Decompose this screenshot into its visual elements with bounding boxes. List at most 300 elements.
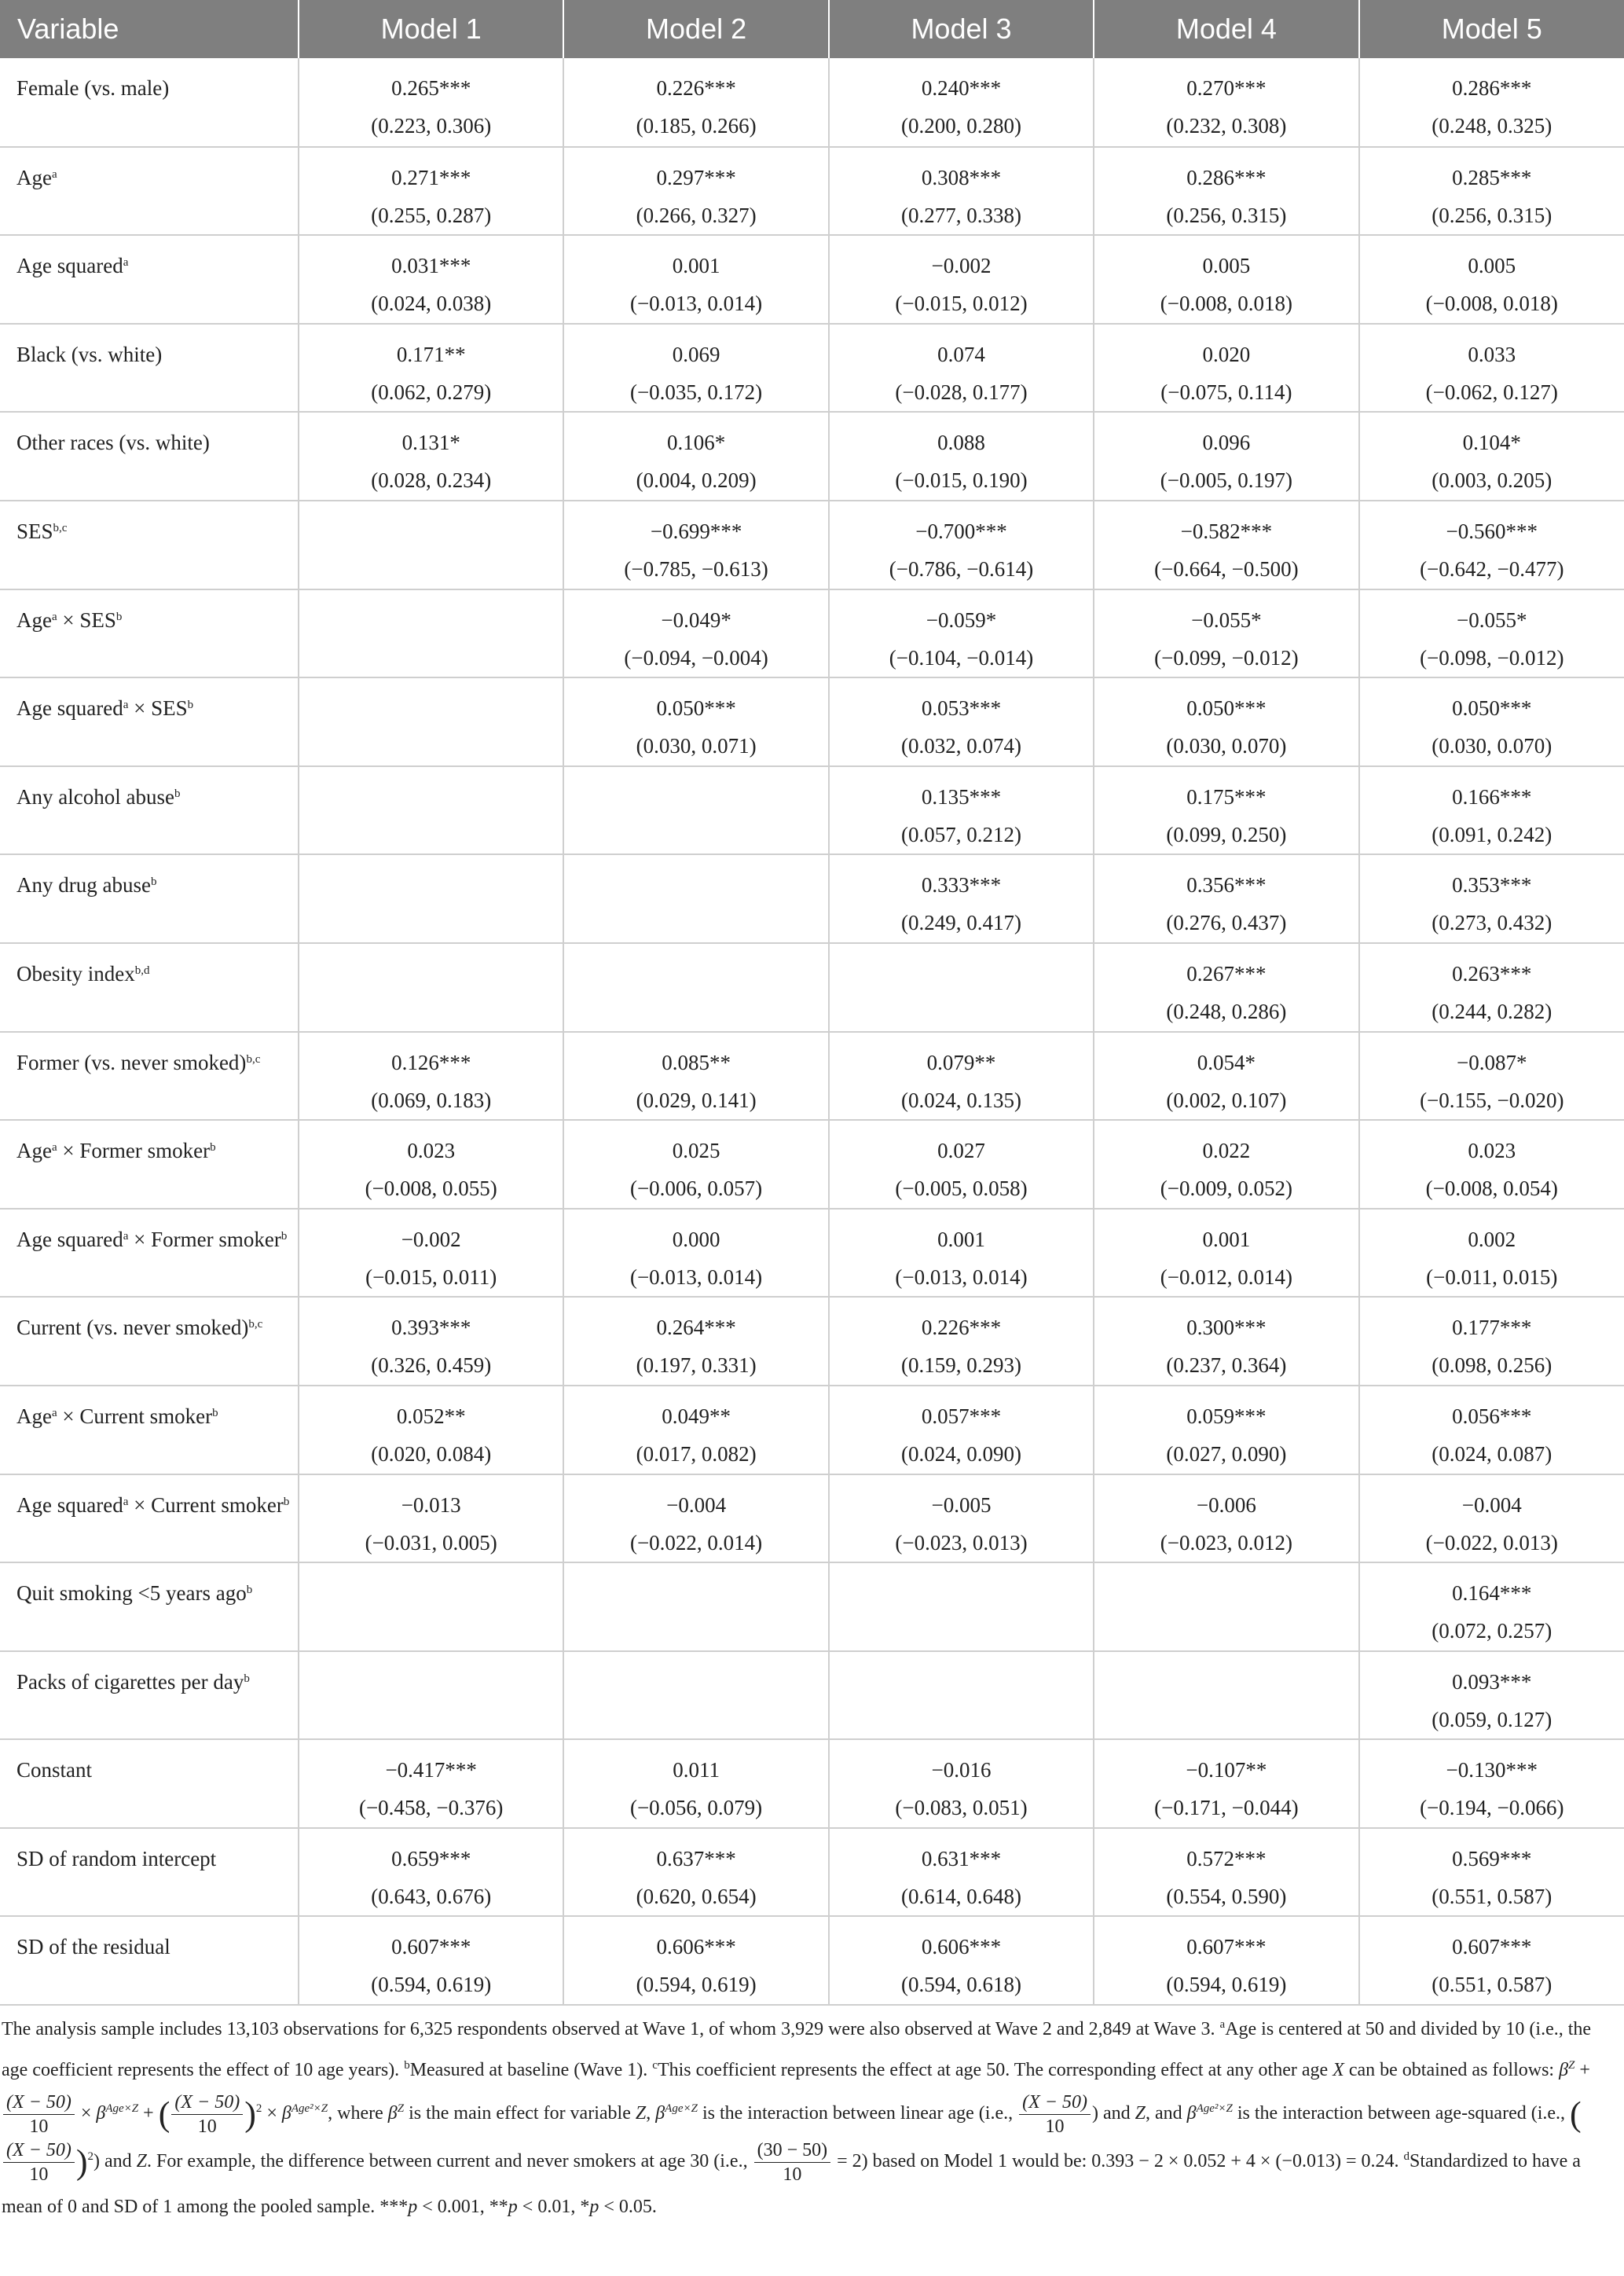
confidence-interval: (0.643, 0.676) — [371, 1884, 492, 1908]
coefficient-estimate: 0.393*** — [391, 1316, 471, 1340]
variable-label — [0, 1916, 299, 2005]
math-beta: β — [281, 2103, 291, 2124]
confidence-interval: (0.028, 0.234) — [371, 468, 492, 493]
model-5-cell — [1359, 1120, 1624, 1209]
coefficient-estimate: 0.267*** — [1186, 961, 1267, 986]
confidence-interval: (−0.031, 0.005) — [365, 1530, 497, 1555]
confidence-interval: (−0.099, −0.012) — [1154, 645, 1299, 670]
variable-footnote-mark: a — [123, 1229, 129, 1243]
coefficient-estimate: 0.023 — [407, 1139, 456, 1163]
fraction-denominator: 10 — [783, 2164, 802, 2185]
confidence-interval: (−0.094, −0.004) — [624, 645, 768, 670]
table-row — [0, 147, 1624, 236]
confidence-interval: (−0.022, 0.013) — [1425, 1530, 1558, 1555]
coefficient-estimate: 0.033 — [1468, 342, 1516, 366]
model-1-cell — [299, 1474, 563, 1563]
model-5-cell — [1359, 501, 1624, 589]
variable-label — [0, 1032, 299, 1121]
coefficient-estimate: 0.104* — [1462, 431, 1521, 455]
confidence-interval: (−0.056, 0.079) — [629, 1796, 763, 1820]
model-2-cell — [563, 854, 828, 943]
footnote-text: is the interaction between linear age (i.e., — [697, 2103, 1018, 2124]
fraction-numerator: (X − 50) — [171, 2091, 243, 2115]
model-5-cell — [1359, 324, 1624, 413]
table-row — [0, 1209, 1624, 1298]
coefficient-estimate: 0.353*** — [1452, 873, 1532, 898]
math-times: × — [75, 2103, 97, 2124]
math-x: X — [1333, 2060, 1344, 2080]
variable-label — [0, 501, 299, 589]
footnote-text: is the main effect for variable — [404, 2103, 636, 2124]
coefficient-estimate: 0.171** — [396, 342, 466, 366]
model-5-cell — [1359, 1562, 1624, 1651]
variable-footnote-mark: a — [51, 610, 57, 623]
variable-name: Age — [16, 1404, 52, 1428]
variable-label — [0, 1297, 299, 1386]
model-1-cell — [299, 1916, 563, 2005]
variable-label — [0, 1651, 299, 1740]
variable-label — [0, 58, 299, 147]
model-2-cell — [563, 1474, 828, 1563]
confidence-interval: (−0.015, 0.011) — [365, 1265, 497, 1289]
table-row — [0, 1828, 1624, 1917]
model-2-cell — [563, 1562, 828, 1651]
table-row — [0, 1651, 1624, 1740]
coefficient-estimate: 0.085** — [662, 1050, 731, 1074]
header-model-2: Model 2 — [563, 0, 828, 58]
model-2-cell — [563, 1916, 828, 2005]
variable-name: Black (vs. white) — [16, 342, 163, 366]
model-4-cell — [1094, 1120, 1358, 1209]
coefficient-estimate: −0.049* — [661, 608, 731, 632]
confidence-interval: (−0.008, 0.055) — [365, 1177, 497, 1201]
variable-name: Quit smoking <5 years ago — [16, 1581, 247, 1606]
variable-footnote-mark: a — [123, 1495, 129, 1508]
coefficient-estimate: 0.126*** — [391, 1050, 471, 1074]
coefficient-estimate: 0.285*** — [1452, 165, 1532, 189]
model-4-cell — [1094, 1386, 1358, 1474]
model-3-cell — [829, 1209, 1094, 1298]
model-3-cell — [829, 1386, 1094, 1474]
variable-footnote-mark: b,c — [53, 521, 68, 534]
math-age2z-sup: Age²×Z — [291, 2102, 328, 2116]
confidence-interval: (0.091, 0.242) — [1432, 822, 1553, 846]
confidence-interval: (−0.023, 0.012) — [1160, 1530, 1292, 1555]
confidence-interval: (−0.005, 0.197) — [1160, 468, 1292, 493]
confidence-interval: (0.551, 0.587) — [1432, 1884, 1553, 1908]
variable-footnote-mark: b,c — [248, 1318, 263, 1331]
coefficient-estimate: 0.308*** — [921, 165, 1002, 189]
confidence-interval: (0.024, 0.135) — [900, 1088, 1021, 1112]
variable-footnote-mark: b,c — [246, 1052, 261, 1066]
variable-label — [0, 324, 299, 413]
variable-footnote-mark: b — [210, 1141, 216, 1155]
model-2-cell — [563, 1032, 828, 1121]
model-1-cell — [299, 412, 563, 501]
coefficient-estimate: 0.027 — [937, 1139, 985, 1163]
model-4-cell — [1094, 1739, 1358, 1828]
math-square: 2 — [87, 2150, 93, 2164]
footnote-baseline-note: Measured at baseline (Wave 1). — [409, 2060, 653, 2080]
math-beta: β — [1186, 2103, 1197, 2124]
model-4-cell — [1094, 324, 1358, 413]
model-4-cell — [1094, 766, 1358, 855]
math-fraction — [3, 2138, 75, 2186]
coefficient-estimate: −0.700*** — [915, 519, 1007, 543]
coefficient-estimate: 0.226*** — [656, 76, 736, 100]
model-5-cell — [1359, 1828, 1624, 1917]
confidence-interval: (−0.008, 0.018) — [1160, 292, 1292, 316]
fraction-numerator: (X − 50) — [3, 2138, 75, 2163]
coefficient-estimate: 0.270*** — [1186, 76, 1267, 100]
confidence-interval: (0.030, 0.071) — [636, 734, 757, 758]
variable-name: Current (vs. never smoked) — [16, 1316, 249, 1340]
confidence-interval: (0.002, 0.107) — [1166, 1088, 1287, 1112]
variable-name: Packs of cigarettes per day — [16, 1669, 244, 1694]
model-2-cell — [563, 1297, 828, 1386]
coefficient-estimate: 0.002 — [1468, 1227, 1516, 1251]
model-4-cell — [1094, 1916, 1358, 2005]
confidence-interval: (−0.062, 0.127) — [1425, 380, 1558, 404]
confidence-interval: (0.024, 0.038) — [371, 292, 492, 316]
coefficient-estimate: 0.131* — [401, 431, 460, 455]
model-3-cell — [829, 235, 1094, 324]
confidence-interval: (0.030, 0.070) — [1432, 734, 1553, 758]
coefficient-estimate: −0.417*** — [385, 1758, 477, 1782]
coefficient-estimate: 0.023 — [1468, 1139, 1516, 1163]
model-3-cell — [829, 1297, 1094, 1386]
model-3-cell — [829, 147, 1094, 236]
model-4-cell — [1094, 1828, 1358, 1917]
math-fraction — [3, 2091, 75, 2138]
variable-label — [0, 412, 299, 501]
model-5-cell — [1359, 677, 1624, 766]
confidence-interval: (0.273, 0.432) — [1432, 911, 1553, 935]
table-row — [0, 943, 1624, 1032]
coefficient-estimate: 0.022 — [1202, 1139, 1251, 1163]
coefficient-estimate: 0.001 — [672, 254, 720, 278]
model-5-cell — [1359, 1032, 1624, 1121]
variable-name: Other races (vs. white) — [16, 431, 210, 455]
coefficient-estimate: 0.606*** — [921, 1935, 1002, 1959]
confidence-interval: (0.620, 0.654) — [636, 1884, 757, 1908]
confidence-interval: (0.277, 0.338) — [900, 203, 1021, 227]
coefficient-estimate: 0.240*** — [921, 76, 1002, 100]
model-3-cell — [829, 589, 1094, 678]
variable-footnote-mark: a — [51, 1406, 57, 1419]
confidence-interval: (0.248, 0.286) — [1166, 999, 1287, 1023]
variable-name: Age squared — [16, 1492, 123, 1517]
coefficient-estimate: 0.049** — [662, 1404, 731, 1428]
coefficient-estimate: 0.631*** — [921, 1846, 1002, 1870]
variable-name: Former (vs. never smoked) — [16, 1050, 247, 1074]
coefficient-estimate: 0.606*** — [656, 1935, 736, 1959]
footnote-text: Standardized to have a mean of 0 and SD of 1 among the pooled sample. *** — [2, 2151, 1581, 2217]
variable-label — [0, 1386, 299, 1474]
confidence-interval: (0.248, 0.325) — [1432, 114, 1553, 138]
fraction-denominator: 10 — [29, 2164, 49, 2185]
model-5-cell — [1359, 1297, 1624, 1386]
coefficient-estimate: −0.107** — [1186, 1758, 1267, 1782]
coefficient-estimate: 0.005 — [1202, 254, 1251, 278]
model-5-cell — [1359, 235, 1624, 324]
model-3-cell — [829, 854, 1094, 943]
footnote-text: is the interaction between age-squared (i.e., — [1232, 2103, 1571, 2124]
variable-name-interaction: × SES — [128, 696, 188, 721]
table-row — [0, 501, 1624, 589]
confidence-interval: (0.594, 0.618) — [900, 1973, 1021, 1997]
confidence-interval: (0.024, 0.087) — [1432, 1441, 1553, 1466]
model-5-cell — [1359, 854, 1624, 943]
coefficient-estimate: 0.263*** — [1452, 961, 1532, 986]
footnote-text: , — [646, 2103, 656, 2124]
coefficient-estimate: 0.637*** — [656, 1846, 736, 1870]
coefficient-estimate: 0.011 — [673, 1758, 720, 1782]
coefficient-estimate: 0.056*** — [1452, 1404, 1532, 1428]
model-3-cell — [829, 677, 1094, 766]
confidence-interval: (0.029, 0.141) — [636, 1088, 757, 1112]
coefficient-estimate: 0.025 — [672, 1139, 720, 1163]
coefficient-estimate: 0.031*** — [391, 254, 471, 278]
confidence-interval: (0.594, 0.619) — [1166, 1973, 1287, 1997]
header-variable: Variable — [0, 0, 299, 58]
coefficient-estimate: 0.001 — [1202, 1227, 1251, 1251]
variable-footnote-mark: a — [123, 256, 129, 270]
variable-name: Female (vs. male) — [16, 76, 170, 100]
coefficient-estimate: −0.016 — [931, 1758, 992, 1782]
coefficient-estimate: 0.297*** — [656, 165, 736, 189]
confidence-interval: (0.232, 0.308) — [1166, 114, 1287, 138]
model-2-cell — [563, 589, 828, 678]
variable-footnote-mark: b — [212, 1406, 218, 1419]
confidence-interval: (0.024, 0.090) — [900, 1441, 1021, 1466]
model-1-cell — [299, 1032, 563, 1121]
math-fraction — [754, 2138, 831, 2186]
coefficient-estimate: −0.087* — [1457, 1050, 1527, 1074]
coefficient-estimate: 0.226*** — [921, 1316, 1002, 1340]
variable-label — [0, 147, 299, 236]
confidence-interval: (0.223, 0.306) — [371, 114, 492, 138]
coefficient-estimate: −0.582*** — [1180, 519, 1273, 543]
fraction-denominator: 10 — [1045, 2116, 1065, 2137]
coefficient-estimate: 0.000 — [672, 1227, 720, 1251]
math-z-sup: Z — [1568, 2059, 1575, 2072]
math-beta: β — [387, 2103, 398, 2124]
header-model-1: Model 1 — [299, 0, 563, 58]
math-agez-sup: Age×Z — [665, 2102, 698, 2116]
variable-footnote-mark: b — [283, 1495, 290, 1508]
math-beta: β — [1559, 2060, 1569, 2080]
coefficient-estimate: 0.569*** — [1452, 1846, 1532, 1870]
variable-name: Constant — [16, 1758, 93, 1782]
variable-label — [0, 589, 299, 678]
model-5-cell — [1359, 1651, 1624, 1740]
coefficient-estimate: 0.286*** — [1186, 165, 1267, 189]
variable-label — [0, 1474, 299, 1563]
model-1-cell — [299, 1120, 563, 1209]
confidence-interval: (−0.028, 0.177) — [895, 380, 1028, 404]
coefficient-estimate: 0.079** — [926, 1050, 996, 1074]
model-5-cell — [1359, 943, 1624, 1032]
footnote-text: can be obtained as follows: — [1344, 2060, 1560, 2080]
coefficient-estimate: −0.055* — [1191, 608, 1262, 632]
fraction-denominator: 10 — [29, 2116, 49, 2137]
variable-footnote-mark: b — [246, 1584, 253, 1597]
model-3-cell — [829, 1916, 1094, 2005]
model-3-cell — [829, 412, 1094, 501]
table-row — [0, 589, 1624, 678]
variable-footnote-mark: b — [115, 610, 123, 623]
coefficient-estimate: 0.106* — [666, 431, 726, 455]
model-4-cell — [1094, 1297, 1358, 1386]
model-5-cell — [1359, 1474, 1624, 1563]
math-z: Z — [635, 2103, 647, 2124]
confidence-interval: (0.057, 0.212) — [900, 822, 1021, 846]
math-fraction — [1019, 2091, 1091, 2138]
footnote-age-note: Age is centered at 50 and divided by 10 (i.e., the age coefficient represents the effect of 10 age years). — [2, 2019, 1592, 2080]
variable-name: Age — [16, 608, 52, 632]
model-5-cell — [1359, 1209, 1624, 1298]
confidence-interval: (−0.015, 0.190) — [895, 468, 1028, 493]
confidence-interval: (0.098, 0.256) — [1432, 1353, 1553, 1378]
table-row — [0, 1386, 1624, 1474]
math-p: p — [508, 2197, 518, 2217]
model-3-cell — [829, 1828, 1094, 1917]
confidence-interval: (0.266, 0.327) — [636, 203, 757, 227]
model-5-cell — [1359, 1386, 1624, 1474]
table-row — [0, 324, 1624, 413]
coefficient-estimate: 0.356*** — [1186, 873, 1267, 898]
variable-name: Age — [16, 165, 52, 189]
model-2-cell — [563, 501, 828, 589]
fraction-numerator: (X − 50) — [3, 2091, 75, 2115]
confidence-interval: (0.244, 0.282) — [1432, 999, 1553, 1023]
coefficient-estimate: 0.572*** — [1186, 1846, 1267, 1870]
confidence-interval: (0.020, 0.084) — [371, 1441, 492, 1466]
model-1-cell — [299, 943, 563, 1032]
variable-name: Age — [16, 1139, 52, 1163]
confidence-interval: (−0.786, −0.614) — [889, 556, 1034, 581]
variable-footnote-mark: b — [174, 787, 181, 800]
coefficient-estimate: 0.607*** — [391, 1935, 471, 1959]
coefficient-estimate: 0.264*** — [656, 1316, 736, 1340]
math-plus: + — [1575, 2060, 1590, 2080]
coefficient-estimate: 0.271*** — [391, 165, 471, 189]
coefficient-estimate: 0.053*** — [921, 696, 1002, 721]
coefficient-estimate: 0.166*** — [1452, 784, 1532, 809]
confidence-interval: (−0.083, 0.051) — [895, 1796, 1028, 1820]
math-p: p — [408, 2197, 418, 2217]
model-4-cell — [1094, 943, 1358, 1032]
confidence-interval: (−0.785, −0.613) — [624, 556, 768, 581]
model-1-cell — [299, 235, 563, 324]
confidence-interval: (−0.458, −0.376) — [358, 1796, 504, 1820]
math-beta: β — [96, 2103, 106, 2124]
model-4-cell — [1094, 854, 1358, 943]
model-1-cell — [299, 1297, 563, 1386]
coefficient-estimate: −0.004 — [1461, 1492, 1522, 1517]
variable-footnote-mark: a — [51, 1141, 57, 1155]
model-2-cell — [563, 1209, 828, 1298]
confidence-interval: (0.069, 0.183) — [371, 1088, 492, 1112]
coefficient-estimate: 0.001 — [937, 1227, 985, 1251]
confidence-interval: (−0.104, −0.014) — [889, 645, 1034, 670]
confidence-interval: (0.185, 0.266) — [636, 114, 757, 138]
variable-footnote-mark: b — [150, 876, 157, 889]
model-1-cell — [299, 1209, 563, 1298]
math-square: 2 — [255, 2102, 262, 2116]
coefficient-estimate: −0.005 — [931, 1492, 992, 1517]
variable-name: SES — [16, 519, 53, 543]
math-agez-sup: Age×Z — [105, 2102, 139, 2116]
variable-label — [0, 766, 299, 855]
model-4-cell — [1094, 147, 1358, 236]
variable-footnote-mark: b — [187, 699, 194, 712]
model-3-cell — [829, 766, 1094, 855]
coefficient-estimate: −0.055* — [1457, 608, 1527, 632]
confidence-interval: (−0.015, 0.012) — [895, 292, 1028, 316]
confidence-interval: (0.159, 0.293) — [900, 1353, 1021, 1378]
math-beta: β — [655, 2103, 665, 2124]
coefficient-estimate: 0.135*** — [921, 784, 1002, 809]
model-2-cell — [563, 147, 828, 236]
coefficient-estimate: 0.074 — [937, 342, 985, 366]
coefficient-estimate: −0.560*** — [1446, 519, 1538, 543]
model-4-cell — [1094, 1474, 1358, 1563]
table-row — [0, 1120, 1624, 1209]
coefficient-estimate: 0.164*** — [1452, 1581, 1532, 1606]
model-4-cell — [1094, 58, 1358, 147]
variable-name: Age squared — [16, 1227, 123, 1251]
coefficient-estimate: −0.002 — [931, 254, 992, 278]
footnote-text: ) and — [93, 2151, 137, 2172]
variable-label — [0, 943, 299, 1032]
coefficient-estimate: 0.020 — [1202, 342, 1251, 366]
model-3-cell — [829, 1032, 1094, 1121]
coefficient-estimate: 0.175*** — [1186, 784, 1267, 809]
model-3-cell — [829, 943, 1094, 1032]
confidence-interval: (0.256, 0.315) — [1432, 203, 1553, 227]
model-5-cell — [1359, 58, 1624, 147]
footnote-example: = 2) based on Model 1 would be: 0.393 − 2 × 0.052 + 4 × (−0.013) = 0.24. — [832, 2151, 1404, 2172]
confidence-interval: (0.099, 0.250) — [1166, 822, 1287, 846]
model-1-cell — [299, 677, 563, 766]
model-4-cell — [1094, 1562, 1358, 1651]
coefficient-estimate: −0.059* — [926, 608, 997, 632]
coefficient-estimate: −0.699*** — [650, 519, 742, 543]
confidence-interval: (−0.008, 0.054) — [1425, 1177, 1558, 1201]
variable-name: Obesity index — [16, 961, 135, 986]
model-3-cell — [829, 1739, 1094, 1828]
table-row — [0, 1916, 1624, 2005]
footnote-text: < 0.001, ** — [417, 2197, 508, 2217]
model-5-cell — [1359, 1739, 1624, 1828]
coefficient-estimate: −0.002 — [401, 1227, 461, 1251]
footnote-text: , where — [328, 2103, 388, 2124]
table-row — [0, 1032, 1624, 1121]
footnote-text: < 0.05. — [599, 2197, 657, 2217]
confidence-interval: (0.256, 0.315) — [1166, 203, 1287, 227]
confidence-interval: (0.003, 0.205) — [1432, 468, 1553, 493]
confidence-interval: (−0.194, −0.066) — [1420, 1796, 1564, 1820]
fraction-numerator: (30 − 50) — [754, 2138, 831, 2163]
coefficient-estimate: 0.093*** — [1452, 1669, 1532, 1694]
variable-label — [0, 1739, 299, 1828]
model-5-cell — [1359, 412, 1624, 501]
variable-name-interaction: × Current smoker — [128, 1492, 284, 1517]
confidence-interval: (−0.013, 0.014) — [629, 1265, 763, 1289]
model-1-cell — [299, 854, 563, 943]
